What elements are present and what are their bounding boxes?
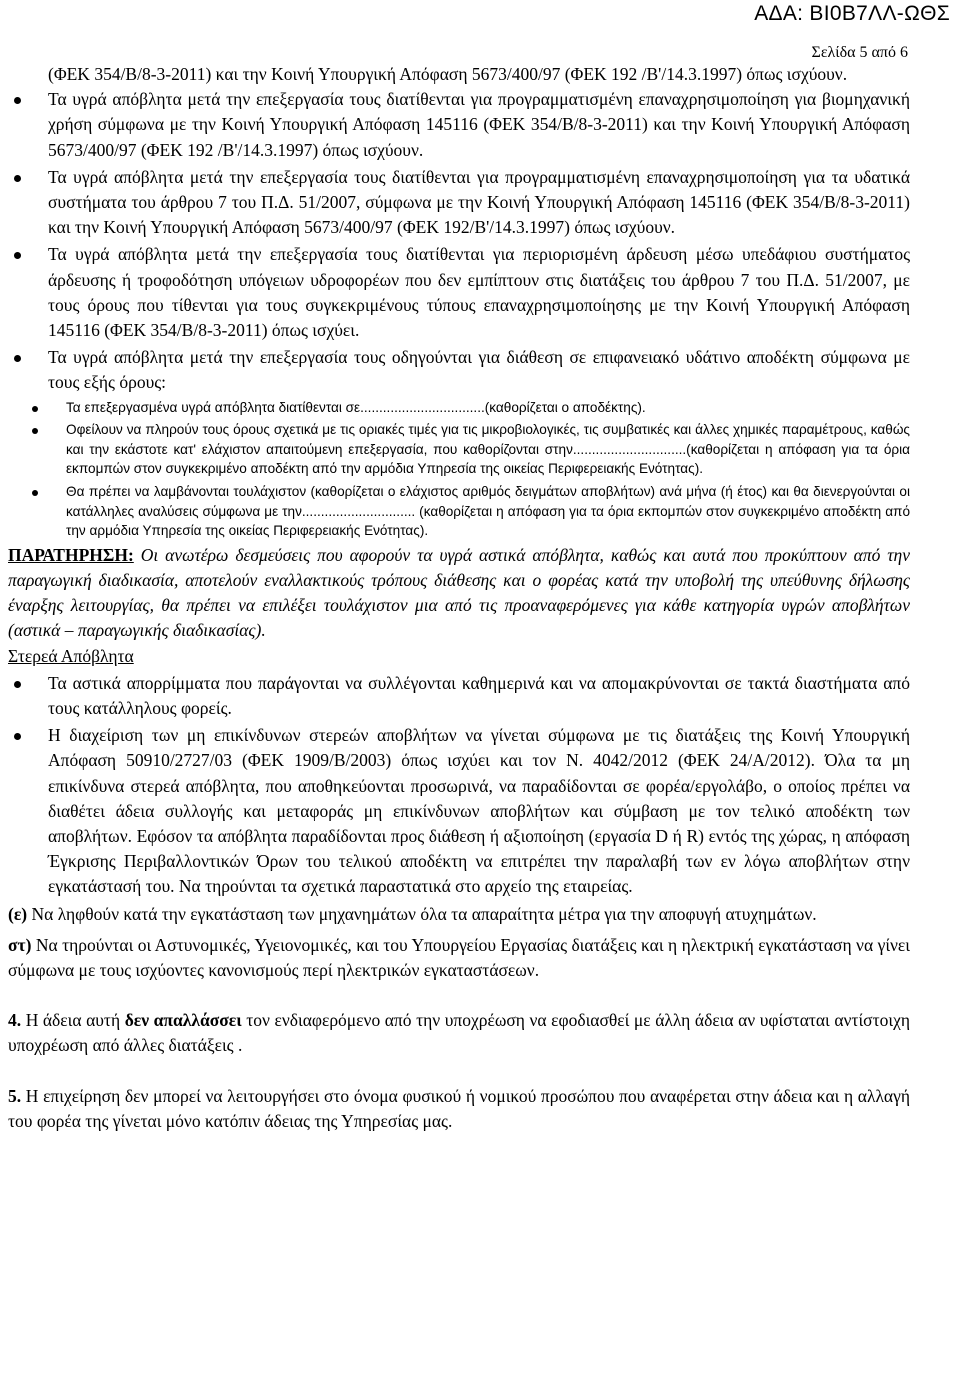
section-heading-solid: Στερεά Απόβλητα (8, 645, 134, 666)
sub-bullet-list (66, 398, 910, 541)
item-4-number: 4. (8, 1010, 22, 1031)
item-4-post: τον ενδιαφερόμενο από την υποχρέωση να εφοδιασθεί με άλλη άδεια αν υφίσταται αντίστοιχη υποχρέωση από άλλες διατάξεις . (8, 1010, 910, 1056)
document-body (8, 62, 910, 1134)
list-item: Τα υγρά απόβλητα μετά την επεξεργασία τους οδηγούνται για διάθεση σε επιφανειακό υδάτινο αποδέκτη σύμφωνα με τους εξής όρους: (48, 345, 910, 395)
item-4-bold: δεν απαλλάσσει (124, 1010, 242, 1031)
list-item: Τα αστικά απορρίμματα που παράγονται να συλλέγονται καθημερινά και να απομακρύνονται σε τακτά διαστήματα από τους κατάλληλους φορείς. (48, 671, 910, 721)
paragraph-e (8, 902, 910, 927)
item-5-text: Η επιχείρηση δεν μπορεί να λειτουργήσει στο όνομα φυσικού ή νομικού προσώπου που αναφέρεται στην άδεια και η αλλαγή του φορέα της γίνεται μόνο κατόπιν άδειας της Υπηρεσίας μας. (8, 1085, 910, 1131)
page-number: Σελίδα 5 από 6 (811, 44, 908, 61)
sub-list-item: Θα πρέπει να λαμβάνονται τουλάχιστον (καθορίζεται ο ελάχιστος αριθμός δειγμάτων αποβλήτων) ανά μήνα (ή έτος) και θα διενεργούνται οι κατάλληλες αναλύσεις σύμφωνα με την.............................. (καθορίζεται η απόφαση για τα όρια εκπομπών στον συγκεκριμένο αποδέκτη από την αρμόδια Υπηρεσία της οικείας Περιφερειακής Ενότητας). (66, 482, 910, 541)
paragraph-st-label: στ) (8, 934, 32, 955)
sub-list-item: Οφείλουν να πληρούν τους όρους σχετικά με τις οριακές τιμές για τις μικροβιολογικές, τις συμβατικές και άλλες χημικές παραμέτρους, καθώς και την εκάστοτε κατ' ελάχιστον απαιτούμενη επεξεργασία, που καθορίζονται στην..............................(καθορίζεται η απόφαση για τα όρια εκπομπών στον συγκεκριμένο αποδέκτη από την αρμόδια Υπηρεσία της οικείας Περιφερειακής Ενότητας). (66, 420, 910, 479)
item-5-number: 5. (8, 1085, 22, 1106)
list-item: Τα υγρά απόβλητα μετά την επεξεργασία τους διατίθενται για προγραμματισμένη επαναχρησιμοποίηση για βιομηχανική χρήση σύμφωνα με την Κοινή Υπουργική Απόφαση 145116 (ΦΕΚ 354/Β/8-3-2011) και την Κοινή Υπουργική Απόφαση 5673/400/97 (ΦΕΚ 192 /Β'/14.3.1997) όπως ισχύουν. (48, 87, 910, 163)
sub-list-item: Τα επεξεργασμένα υγρά απόβλητα διατίθενται σε.................................(καθορίζεται ο αποδέκτης). (66, 398, 910, 418)
ada-code: ΑΔΑ: ΒΙ0Β7ΛΛ-ΩΘΣ (754, 2, 950, 25)
item-5 (8, 1084, 910, 1134)
note-label: ΠΑΡΑΤΗΡΗΣΗ: (8, 544, 134, 565)
list-item: Τα υγρά απόβλητα μετά την επεξεργασία τους διατίθενται για προγραμματισμένη επαναχρησιμοποίηση για τα υδατικά συστήματα του άρθρου 7 του Π.Δ. 51/2007, σύμφωνα με την Κοινή Υπουργική Απόφαση 145116 (ΦΕΚ 354/Β/8-3-2011) και την Κοινή Υπουργική Απόφαση 5673/400/97 (ΦΕΚ 192/Β'/14.3.1997) όπως ισχύουν. (48, 165, 910, 241)
paragraph-e-label: (ε) (8, 903, 28, 924)
paragraph-st (8, 933, 910, 983)
item-4 (8, 1008, 910, 1058)
top-continuation: (ΦΕΚ 354/Β/8-3-2011) και την Κοινή Υπουργική Απόφαση 5673/400/97 (ΦΕΚ 192 /Β'/14.3.1997) όπως ισχύουν. (48, 64, 848, 84)
note-text: Οι ανωτέρω δεσμεύσεις που αφορούν τα υγρά αστικά απόβλητα, καθώς και αυτά που προκύπτουν από την παραγωγική διαδικασία, αποτελούν εναλλακτικούς τρόπους διάθεσης και ο φορέας κατά την υποβολή της υπεύθυνης δήλωσης έναρξης λειτουργίας, θα πρέπει να επιλέξει τουλάχιστον μια από τις προαναφερόμενες για κάθε κατηγορία υγρών αποβλήτων (αστικά – παραγωγικής διαδικασίας). (8, 544, 910, 641)
item-4-pre: Η άδεια αυτή (21, 1010, 125, 1031)
solid-bullets (48, 671, 910, 900)
paragraph-st-text: Να τηρούνται οι Αστυνομικές, Υγειονομικές, και του Υπουργείου Εργασίας διατάξεις και η ηλεκτρική εγκατάσταση να γίνει σύμφωνα με τους ισχύοντες κανονισμούς περί ηλεκτρικών εγκαταστάσεων. (8, 934, 910, 981)
list-item: Η διαχείριση των μη επικίνδυνων στερεών αποβλήτων να γίνεται σύμφωνα με τις διατάξεις της Κοινή Υπουργική Απόφαση 50910/2727/03 (ΦΕΚ 1909/Β/2003) όπως ισχύει και τον Ν. 4042/2012 (ΦΕΚ 24/Α/2012). Όλα τα μη επικίνδυνα στερεά απόβλητα, που αποθηκεύονται προσωρινά, να παραδίδονται σε φορέα/εργολάβο, ο οποίος πρέπει να διαθέτει άδεια συλλογής και μεταφοράς μη επικίνδυνων αποβλήτων και σύμβαση με τον τελικό αποδέκτη των αποβλήτων. Εφόσον τα απόβλητα παραδίδονται προς διάθεση ή αξιοποίηση (εργασία D ή R) εντός της χώρας, η απόφαση Έγκρισης Περιβαλλοντικών Όρων του τελικού αποδέκτη να επιτρέπει την παραλαβή των εν λόγω αποβλήτων στην εγκατάστασή του. Να τηρούνται τα σχετικά παραστατικά στο αρχείο της εταιρείας. (48, 723, 910, 899)
paragraph-e-text: Να ληφθούν κατά την εγκατάσταση των μηχανημάτων όλα τα απαραίτητα μέτρα για την αποφυγή ατυχημάτων. (27, 903, 817, 924)
list-item: Τα υγρά απόβλητα μετά την επεξεργασία τους διατίθενται για περιορισμένη άρδευση μέσω υπεδάφιου συστήματος άρδευσης ή τροφοδότηση υπόγειων υδροφορέων που δεν εμπίπτουν στις διατάξεις του άρθρου 7 του Π.Δ. 51/2007, με τους όρους που τίθενται για τους συγκεκριμένους τύπους επαναχρησιμοποίησης με την Κοινή Υπουργική Απόφαση 145116 (ΦΕΚ 354/Β/8-3-2011) όπως ισχύει. (48, 242, 910, 343)
note-paragraph (8, 543, 910, 644)
